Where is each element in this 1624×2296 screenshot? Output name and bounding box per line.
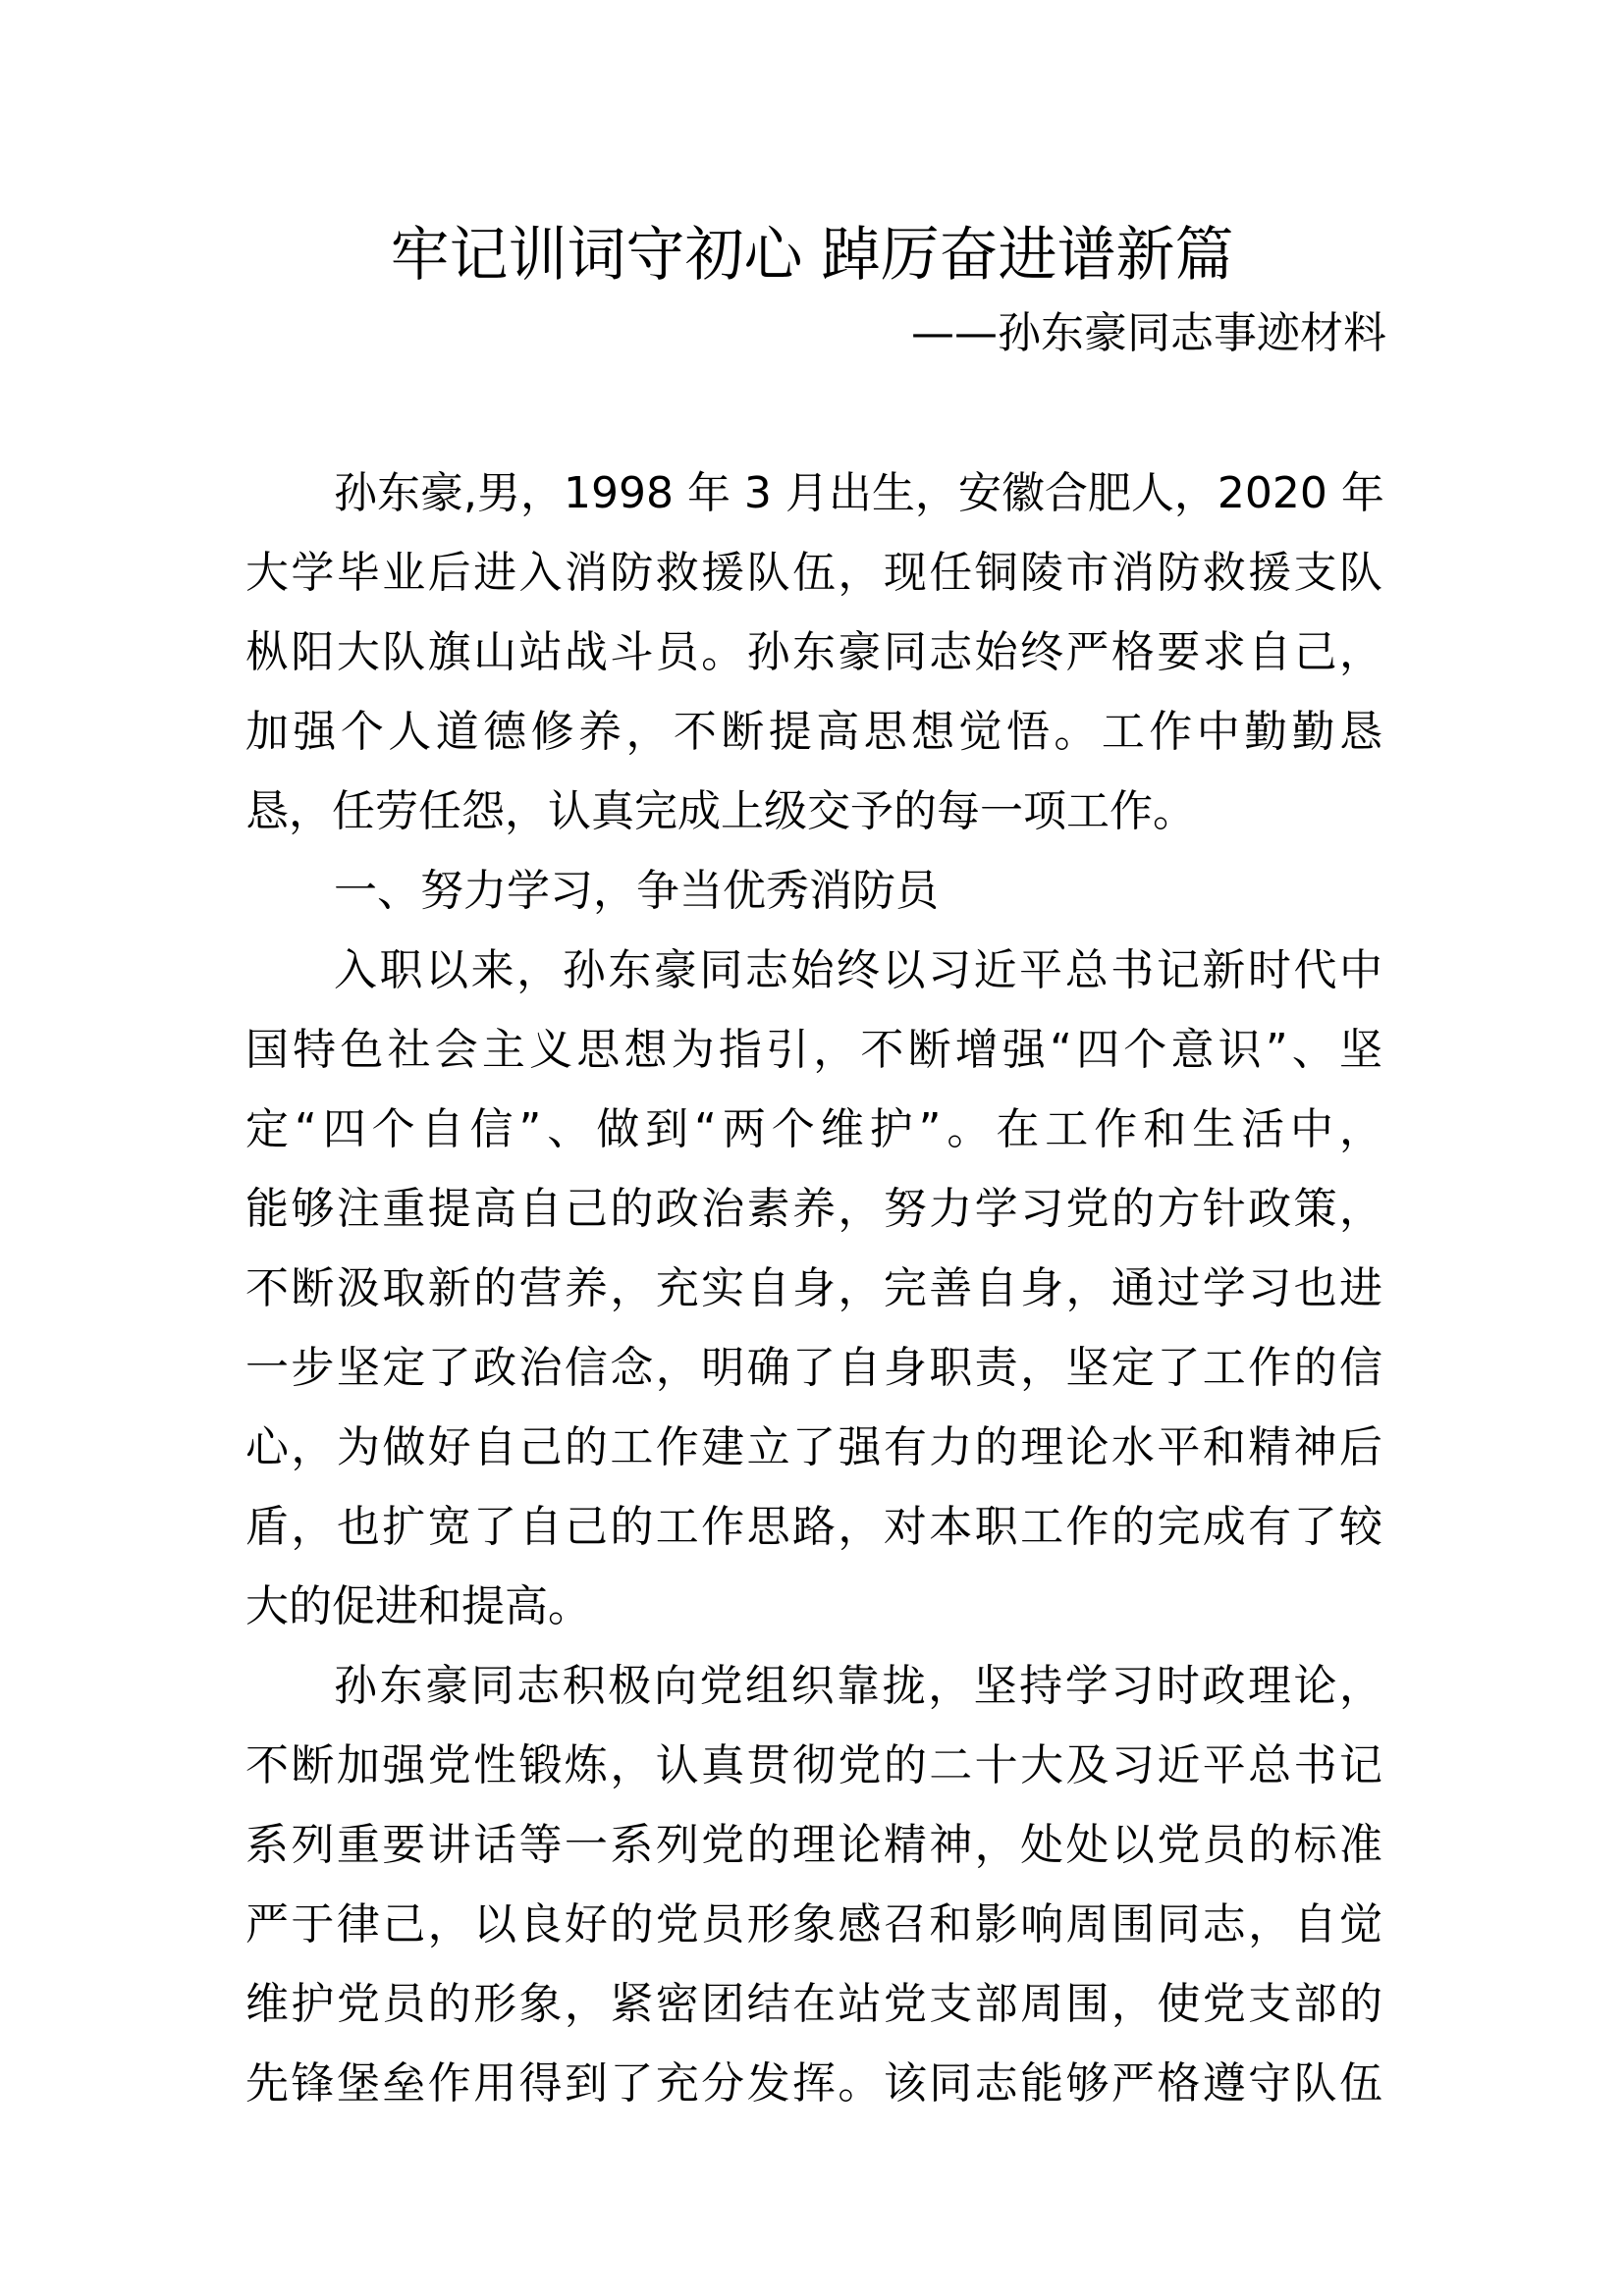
paragraph-line: 心，为做好自己的工作建立了强有力的理论水平和精神后 — [245, 1422, 1382, 1472]
document-subtitle: ——孙东豪同志事迹材料 — [911, 308, 1386, 358]
paragraph-line: 加强个人道德修养，不断提高思想觉悟。工作中勤勤恳 — [245, 707, 1382, 757]
paragraph-line: 定“四个自信”、做到“两个维护”。在工作和生活中， — [245, 1104, 1382, 1154]
paragraph-line: 孙东豪,男，1998 年 3 月出生，安徽合肥人，2020 年 — [334, 468, 1384, 518]
paragraph-line: 严于律己，以良好的党员形象感召和影响周围同志，自觉 — [245, 1899, 1382, 1949]
paragraph-line: 盾，也扩宽了自己的工作思路，对本职工作的完成有了较 — [245, 1502, 1382, 1552]
paragraph-line: 国特色社会主义思想为指引，不断增强“四个意识”、坚 — [245, 1025, 1382, 1075]
paragraph-line: 孙东豪同志积极向党组织靠拢，坚持学习时政理论， — [334, 1661, 1382, 1711]
paragraph-line: 系列重要讲话等一系列党的理论精神，处处以党员的标准 — [245, 1820, 1382, 1870]
paragraph-line: 大的促进和提高。 — [245, 1581, 591, 1631]
document-body — [245, 454, 1382, 2123]
paragraph-line: 维护党员的形象，紧密团结在站党支部周围，使党支部的 — [245, 1979, 1382, 2029]
paragraph-line: 恳，任劳任怨，认真完成上级交予的每一项工作。 — [245, 786, 1196, 836]
paragraph-line: 先锋堡垒作用得到了充分发挥。该同志能够严格遵守队伍 — [245, 2058, 1382, 2109]
section-heading: 一、努力学习，争当优秀消防员 — [334, 866, 939, 916]
paragraph-line: 不断汲取新的营养，充实自身，完善自身，通过学习也进 — [245, 1263, 1382, 1313]
paragraph-line: 入职以来，孙东豪同志始终以习近平总书记新时代中 — [334, 945, 1382, 995]
paragraph-line: 不断加强党性锻炼，认真贯彻党的二十大及习近平总书记 — [245, 1740, 1382, 1790]
paragraph-line: 大学毕业后进入消防救援队伍，现任铜陵市消防救援支队 — [245, 548, 1382, 598]
paragraph-line: 枞阳大队旗山站战斗员。孙东豪同志始终严格要求自己， — [245, 627, 1382, 677]
paragraph-line: 能够注重提高自己的政治素养，努力学习党的方针政策， — [245, 1184, 1382, 1234]
document-title: 牢记训词守初心 踔厉奋进谱新篇 — [390, 221, 1234, 290]
paragraph-line: 一步坚定了政治信念，明确了自身职责，坚定了工作的信 — [245, 1343, 1382, 1393]
